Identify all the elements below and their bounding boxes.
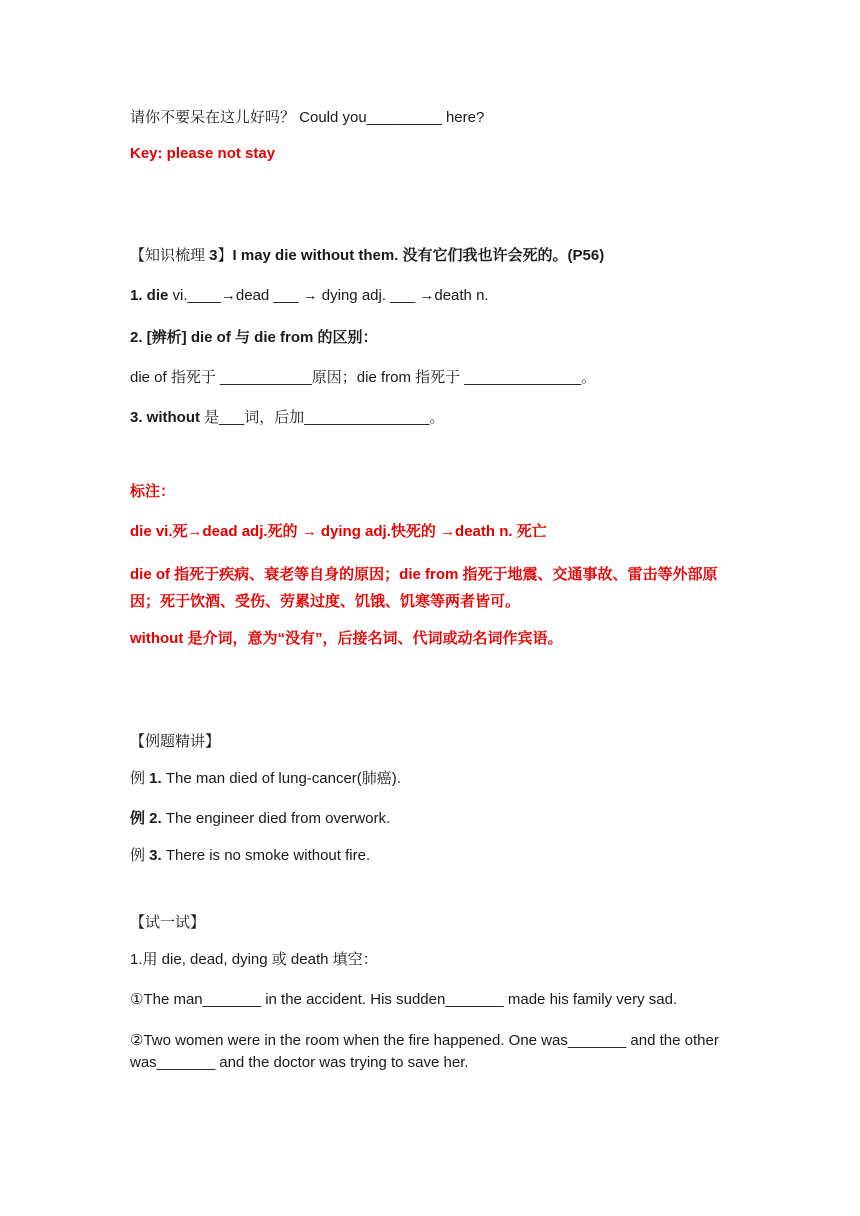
example-text: There is no smoke without fire. [161,847,371,864]
item-1-num: 1. die [130,287,169,304]
example-text: The engineer died from overwork. [161,810,391,827]
item-3-text: 是___词，后加_______________。 [200,409,445,426]
example-prefix: 例 [130,810,150,827]
practice-instruction: 1.用 die, dead, dying 或 death 填空： [130,951,378,968]
notes-line-1: die vi.死→dead adj.死的 → dying adj.快死的 →death n. 死亡 [130,523,547,540]
example-prefix: 例 [130,847,150,864]
item-1 [130,285,489,307]
example-num: 3. [149,847,162,864]
examples-heading: 【例题精讲】 [130,733,221,750]
example-prefix: 例 [130,770,150,787]
example-text: The man died of lung-cancer(肺癌). [161,770,401,787]
item-2-line: die of 指死于 ___________原因；die from 指死于 ______________。 [130,369,597,386]
example-num: 1. [149,770,162,787]
notes-line-2: die of 指死于疾病、衰老等自身的原因；die from 指死于地震、交通事故、雷击等外部原因；死于饮酒、受伤、劳累过度、饥饿、饥寒等两者皆可。 [130,566,718,610]
heading-prefix: 【知识梳理 [130,247,210,264]
intro-question: 请你不要呆在这儿好吗？ Could you_________ here? [130,109,485,126]
practice-question-2: ②Two women were in the room when the fire happened. One was_______ and the other was_______ and the doctor was trying to save her. [130,1032,719,1071]
item-2: 2. [辨析] die of 与 die from 的区别： [130,329,378,346]
notes-line-3: without 是介词，意为“没有”，后接名词、代词或动名词作宾语。 [130,630,563,647]
notes-label: 标注： [130,483,176,500]
intro-key: Key: please not stay [130,145,276,162]
section3-heading [130,245,604,267]
heading-suffix: 】 [217,247,233,264]
example-2 [130,808,390,830]
practice-heading: 【试一试】 [130,914,206,931]
item-3-num: 3. without [130,409,200,426]
item-3 [130,407,444,429]
example-num: 2. [149,810,162,827]
item-1-text: vi.____→dead ___ → dying adj. ___ →death n. [168,287,489,304]
practice-question-1: ①The man_______ in the accident. His sudden_______ made his family very sad. [130,991,678,1008]
example-1 [130,768,401,790]
example-3 [130,845,370,867]
heading-bold: I may die without them. 没有它们我也许会死的。(P56) [232,247,605,264]
heading-num: 3 [209,247,218,264]
